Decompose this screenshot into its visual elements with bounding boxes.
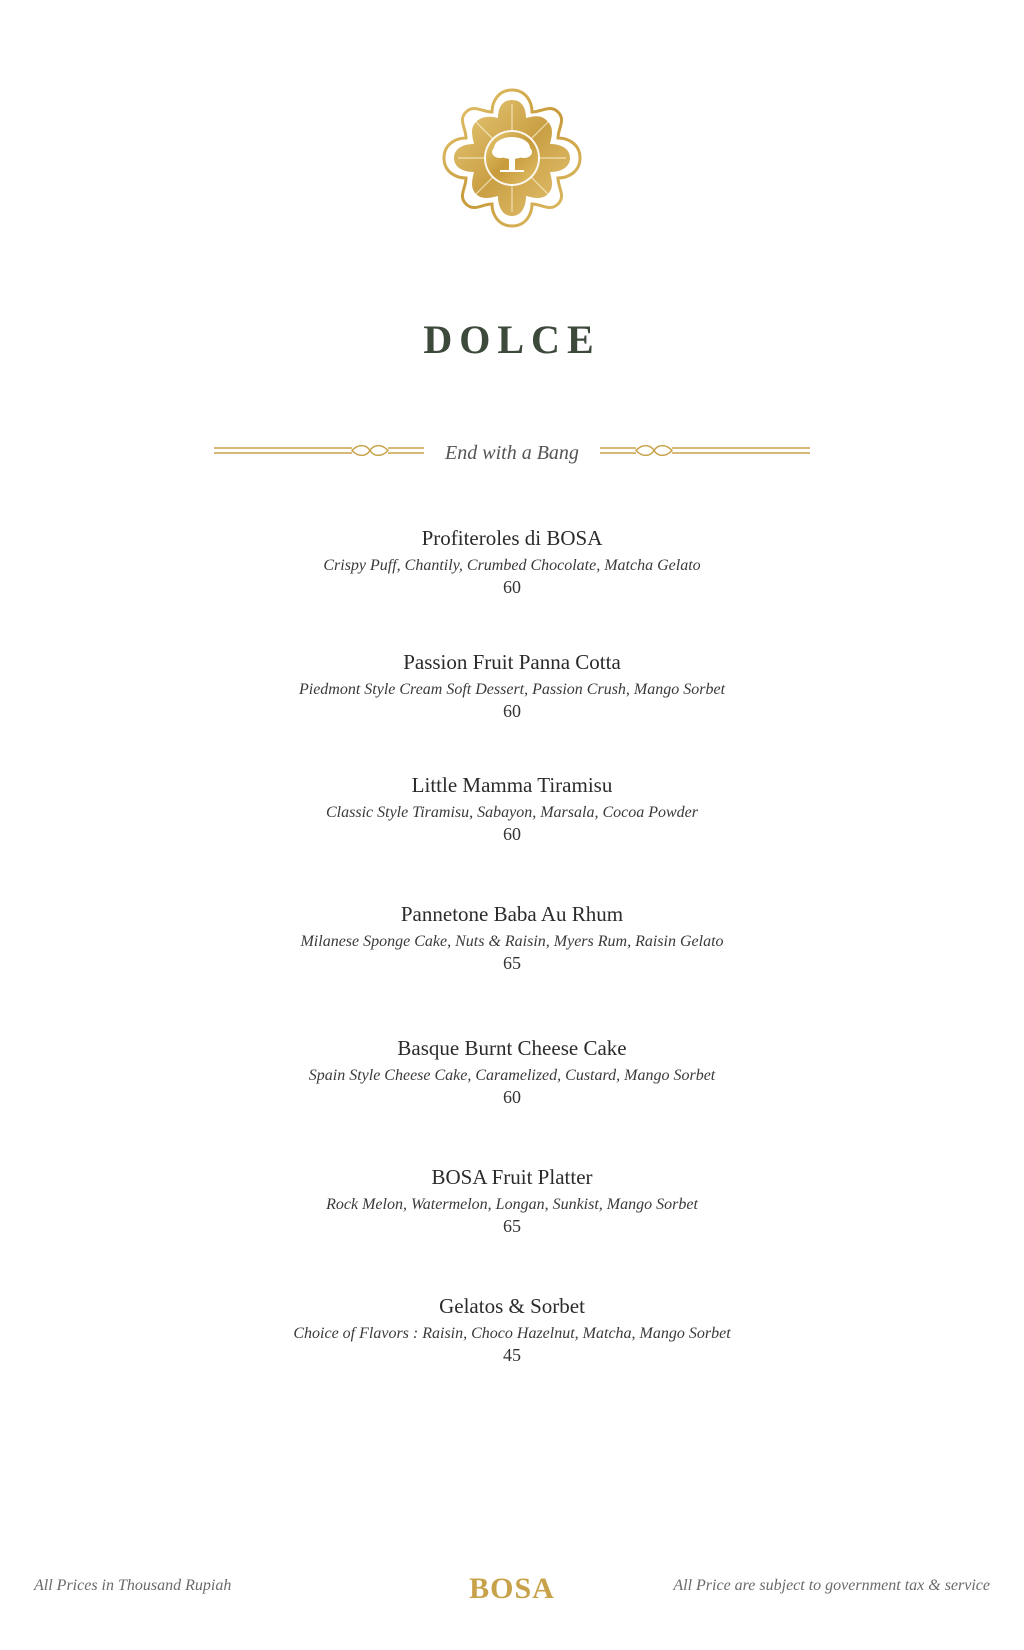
- footer-price-note: All Prices in Thousand Rupiah: [34, 1577, 232, 1594]
- menu-item-price: 65: [503, 1216, 521, 1236]
- menu-item-price: 65: [503, 953, 521, 973]
- menu-item-name: Little Mamma Tiramisu: [411, 773, 613, 797]
- menu-item-price: 60: [503, 701, 521, 721]
- menu-item-price: 60: [503, 824, 521, 844]
- menu-item: [0, 1164, 1024, 1236]
- menu-item-name: Passion Fruit Panna Cotta: [403, 650, 621, 674]
- page-subtitle: End with a Bang: [445, 442, 579, 464]
- menu-item-description: Crispy Puff, Chantily, Crumbed Chocolate, Matcha Gelato: [323, 557, 701, 574]
- menu-item-name: Pannetone Baba Au Rhum: [400, 902, 624, 926]
- menu-item-description: Milanese Sponge Cake, Nuts & Raisin, Myers Rum, Raisin Gelato: [300, 933, 724, 950]
- menu-item-name: Basque Burnt Cheese Cake: [397, 1036, 627, 1060]
- menu-item-description: Choice of Flavors : Raisin, Choco Hazelnut, Matcha, Mango Sorbet: [293, 1325, 731, 1342]
- menu-item: [0, 772, 1024, 844]
- menu-item: [0, 1293, 1024, 1365]
- menu-item-name: BOSA Fruit Platter: [431, 1165, 593, 1189]
- menu-item-name: Profiteroles di BOSA: [421, 526, 603, 550]
- menu-item-price: 45: [503, 1345, 521, 1365]
- menu-item: [0, 525, 1024, 597]
- footer-tax-note: All Price are subject to government tax & service: [673, 1577, 990, 1594]
- menu-item-price: 60: [503, 577, 521, 597]
- page-title: DOLCE: [423, 317, 601, 362]
- menu-item-description: Piedmont Style Cream Soft Dessert, Passion Crush, Mango Sorbet: [298, 681, 726, 698]
- menu-item-name: Gelatos & Sorbet: [439, 1294, 585, 1318]
- menu-item-description: Classic Style Tiramisu, Sabayon, Marsala, Cocoa Powder: [326, 804, 698, 821]
- menu-item-price: 60: [503, 1087, 521, 1107]
- menu-item: [0, 1035, 1024, 1107]
- menu-item: [0, 901, 1024, 973]
- quatrefoil-tree-emblem-icon: [440, 86, 584, 230]
- menu-item: [0, 649, 1024, 721]
- menu-item-description: Spain Style Cheese Cake, Caramelized, Custard, Mango Sorbet: [308, 1067, 716, 1084]
- footer-brand-logo: BOSA: [469, 1572, 555, 1605]
- menu-item-description: Rock Melon, Watermelon, Longan, Sunkist, Mango Sorbet: [326, 1196, 698, 1213]
